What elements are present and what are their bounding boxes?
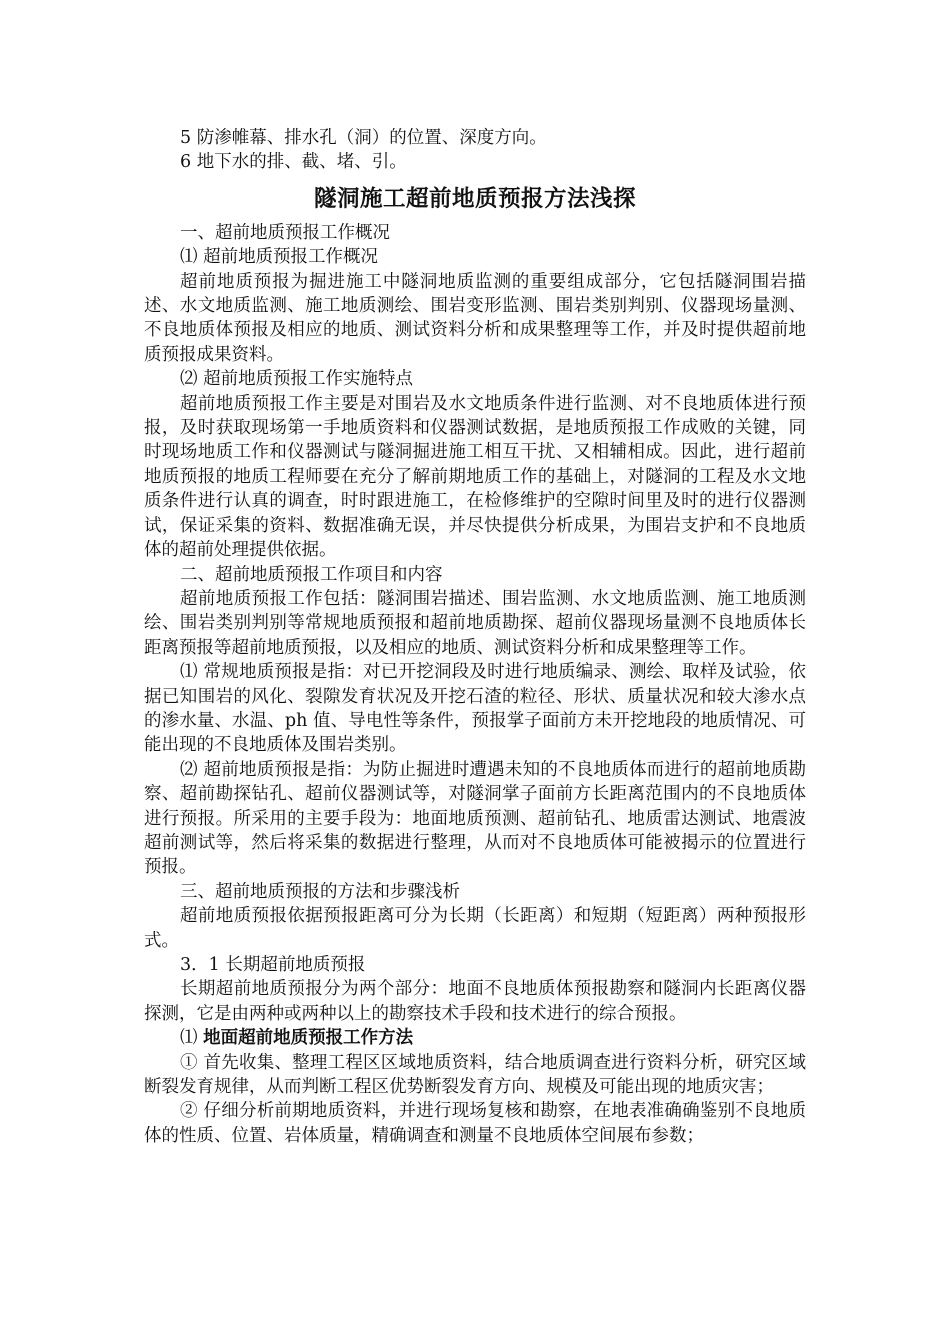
document-page (144, 126, 806, 1148)
section3-sub-paragraph: 长期超前地质预报分为两个部分：地面不良地质体预报勘察和隧洞内长距离仪器探测，它是由两种或两种以上的勘察技术手段和技术进行的综合预报。 (144, 979, 806, 1024)
section3-step2-paragraph: ② 仔细分析前期地质资料，并进行现场复核和勘察，在地表准确确鉴别不良地质体的性质、位置、岩体质量，精确调查和测量不良地质体空间展布参数； (144, 1101, 806, 1146)
pre-line-6: 6 地下水的排、截、堵、引。 (180, 152, 407, 173)
section1-heading: 一、超前地质预报工作概况 (180, 222, 390, 243)
section3-intro-paragraph: 超前地质预报依据预报距离可分为长期（长距离）和短期（短距离）两种预报形式。 (144, 906, 806, 951)
document-title: 隧洞施工超前地质预报方法浅探 (313, 185, 636, 212)
section1-sub1-paragraph: 超前地质预报为掘进施工中隧洞地质监测的重要组成部分，它包括隧洞围岩描述、水文地质监测、施工地质测绘、围岩变形监测、围岩类别判别、仪器现场量测、不良地质体预报及相应的地质、测试资料分析和成果整理等工作，并及时提供超前地质预报成果资料。 (144, 271, 806, 365)
section1-sub2-heading: ⑵ 超前地质预报工作实施特点 (180, 369, 414, 390)
pre-line-5: 5 防渗帷幕、排水孔（洞）的位置、深度方向。 (180, 128, 547, 148)
section3-sub-heading: 3．1 长期超前地质预报 (180, 955, 366, 975)
section2-item2-paragraph: ⑵ 超前地质预报是指：为防止掘进时遭遇未知的不良地质体而进行的超前地质勘察、超前勘探钻孔、超前仪器测试等，对隧洞掌子面前方长距离范围内的不良地质体进行预报。所采用的主要手段为：地面地质预测、超前钻孔、地质雷达测试、地震波超前测试等，然后将采集的数据进行整理，从而对不良地质体可能被揭示的位置进行预报。 (144, 759, 806, 878)
section2-item1-paragraph: ⑴ 常规地质预报是指：对已开挖洞段及时进行地质编录、测绘、取样及试验，依据已知围岩的风化、裂隙发育状况及开挖石渣的粒径、形状、质量状况和较大渗水点的渗水量、水温、ph 值、导电性等条件，预报掌子面前方未开挖地段的地质情况、可能出现的不良地质体及围岩类别。 (144, 662, 806, 756)
section1-sub1-heading: ⑴ 超前地质预报工作概况 (180, 247, 379, 268)
section1-sub2-paragraph: 超前地质预报工作主要是对围岩及水文地质条件进行监测、对不良地质体进行预报，及时获取现场第一手地质资料和仪器测试数据，是地质预报工作成败的关键，同时现场地质工作和仪器测试与隧洞掘进施工相互干扰、又相辅相成。因此，进行超前地质预报的地质工程师要在充分了解前期地质工作的基础上，对隧洞的工程及水文地质条件进行认真的调查，时时跟进施工，在检修维护的空隙时间里及时的进行仪器测试，保证采集的资料、数据准确无误，并尽快提供分析成果，为围岩支护和不良地质体的超前处理提供依据。 (144, 393, 806, 561)
section3-step1-paragraph: ① 首先收集、整理工程区区域地质资料，结合地质调查进行资料分析，研究区域断裂发育规律，从而判断工程区优势断裂发育方向、规模及可能出现的地质灾害； (144, 1052, 806, 1098)
section2-heading: 二、超前地质预报工作项目和内容 (180, 564, 443, 585)
method-number: ⑴ (180, 1028, 204, 1049)
section2-intro-paragraph: 超前地质预报工作包括：隧洞围岩描述、围岩监测、水文地质监测、施工地质测绘、围岩类别判别等常规地质预报和超前地质勘探、超前仪器现场量测不良地质体长距离预报等超前地质预报，以及相应的地质、测试资料分析和成果整理等工作。 (144, 588, 806, 658)
section3-method-heading (144, 1026, 806, 1050)
section3-heading: 三、超前地质预报的方法和步骤浅析 (180, 881, 460, 902)
method-heading-text: 地面超前地质预报工作方法 (203, 1028, 414, 1049)
